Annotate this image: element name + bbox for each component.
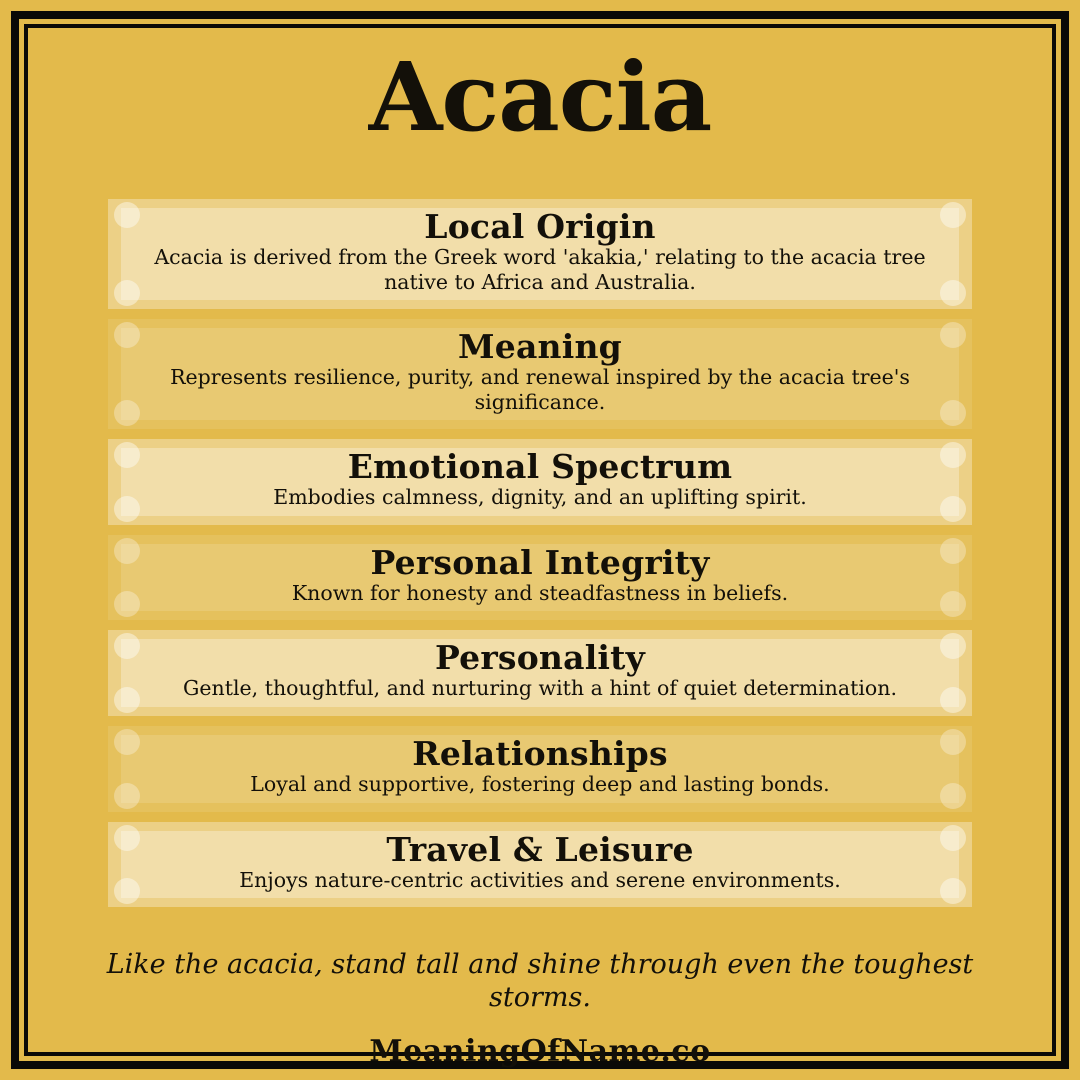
card-panel	[121, 735, 959, 803]
card-body: Loyal and supportive, fostering deep and lasting bonds.	[250, 771, 830, 796]
card-body: Known for honesty and steadfastness in beliefs.	[291, 580, 789, 605]
corner-dot-icon	[940, 687, 966, 713]
corner-dot-icon	[940, 322, 966, 348]
card-panel	[121, 639, 959, 707]
card-body: Enjoys nature-centric activities and serene environments.	[239, 867, 841, 892]
corner-dot-icon	[114, 687, 140, 713]
card-travel-leisure	[108, 822, 972, 908]
corner-dot-icon	[114, 400, 140, 426]
card-panel	[121, 448, 959, 516]
card-title: Emotional Spectrum	[347, 447, 733, 487]
card-title: Personality	[435, 638, 645, 678]
card-body: Represents resilience, purity, and renewal inspired by the acacia tree's significance.	[170, 365, 910, 414]
card-emotional-spectrum	[108, 439, 972, 525]
card-relationships	[108, 726, 972, 812]
card-panel	[121, 544, 959, 612]
corner-dot-icon	[114, 322, 140, 348]
corner-dot-icon	[114, 878, 140, 904]
corner-dot-icon	[940, 202, 966, 228]
card-local-origin	[108, 199, 972, 309]
corner-dot-icon	[940, 400, 966, 426]
card-body: Gentle, thoughtful, and nurturing with a hint of quiet determination.	[183, 676, 897, 701]
page-title: Acacia	[368, 42, 712, 153]
corner-dot-icon	[940, 591, 966, 617]
tagline-quote: Like the acacia, stand tall and shine through even the toughest storms.	[106, 949, 974, 1013]
corner-dot-icon	[940, 633, 966, 659]
card-list	[108, 199, 972, 907]
corner-dot-icon	[940, 538, 966, 564]
site-name: MeaningOfName.co	[369, 1033, 711, 1069]
card-title: Travel & Leisure	[386, 829, 694, 869]
card-title: Meaning	[458, 327, 622, 367]
card-personal-integrity	[108, 535, 972, 621]
card-body: Embodies calmness, dignity, and an uplifting spirit.	[273, 485, 807, 510]
poster-content	[28, 28, 1052, 1069]
card-meaning	[108, 319, 972, 429]
corner-dot-icon	[940, 729, 966, 755]
corner-dot-icon	[940, 825, 966, 851]
corner-dot-icon	[114, 783, 140, 809]
corner-dot-icon	[114, 496, 140, 522]
card-title: Personal Integrity	[370, 542, 710, 582]
card-body: Acacia is derived from the Greek word 'akakia,' relating to the acacia tree native to Africa and Australia.	[154, 244, 926, 294]
corner-dot-icon	[940, 496, 966, 522]
corner-dot-icon	[114, 591, 140, 617]
corner-dot-icon	[940, 878, 966, 904]
corner-dot-icon	[114, 825, 140, 851]
corner-dot-icon	[940, 783, 966, 809]
corner-dot-icon	[114, 729, 140, 755]
card-personality	[108, 630, 972, 716]
corner-dot-icon	[940, 442, 966, 468]
card-panel	[121, 328, 959, 420]
corner-dot-icon	[114, 538, 140, 564]
card-panel	[121, 831, 959, 899]
corner-dot-icon	[114, 202, 140, 228]
card-title: Relationships	[412, 734, 668, 773]
corner-dot-icon	[940, 280, 966, 306]
corner-dot-icon	[114, 280, 140, 306]
card-title: Local Origin	[424, 207, 656, 246]
card-panel	[121, 208, 959, 300]
